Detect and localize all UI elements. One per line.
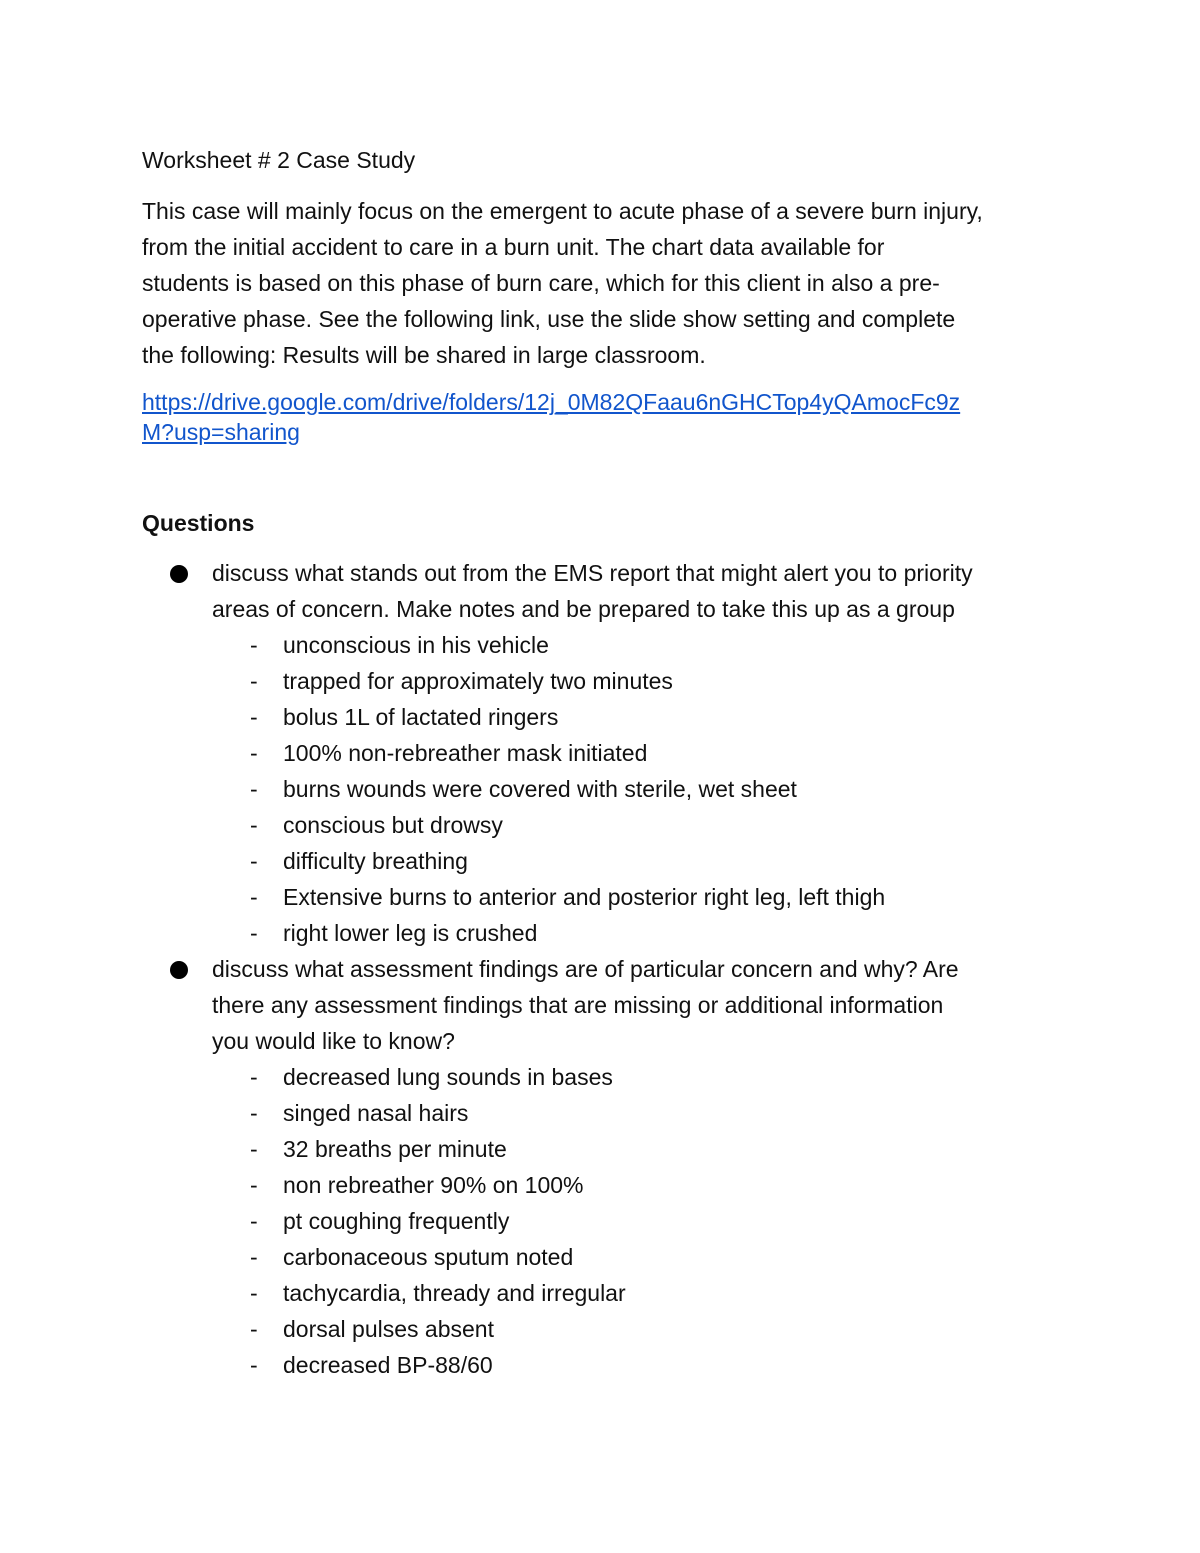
dash-icon: -: [250, 704, 258, 730]
answer-text: singed nasal hairs: [283, 1100, 469, 1126]
dash-icon: -: [250, 1316, 258, 1342]
questions-list: [142, 555, 1062, 1383]
answer-text: Extensive burns to anterior and posterior right leg, left thigh: [283, 884, 886, 910]
question-item: [142, 555, 1062, 951]
dash-icon: -: [250, 884, 258, 910]
question-text-line: you would like to know?: [212, 1028, 455, 1054]
dash-icon: -: [250, 1352, 258, 1378]
question-text-line: there any assessment findings that are missing or additional information: [212, 992, 944, 1018]
dash-icon: -: [250, 1208, 258, 1234]
answer-item: [212, 627, 1062, 663]
drive-link-line[interactable]: https://drive.google.com/drive/folders/12j_0M82QFaau6nGHCTop4yQAmocFc9z: [142, 389, 961, 415]
answer-text: 100% non-rebreather mask initiated: [283, 740, 648, 766]
question-text-line: areas of concern. Make notes and be prepared to take this up as a group: [212, 596, 955, 622]
bullet-icon: [170, 565, 188, 583]
document-content: [142, 142, 1062, 1383]
question-text-line: discuss what stands out from the EMS report that might alert you to priority: [212, 560, 973, 586]
answer-item: [212, 1131, 1062, 1167]
question-text-line: discuss what assessment findings are of particular concern and why? Are: [212, 956, 959, 982]
dash-icon: -: [250, 1280, 258, 1306]
intro-line: from the initial accident to care in a burn unit. The chart data available for: [142, 234, 885, 260]
answer-text: carbonaceous sputum noted: [283, 1244, 574, 1270]
answer-text: pt coughing frequently: [283, 1208, 510, 1234]
bullet-icon: [170, 961, 188, 979]
drive-link[interactable]: [142, 387, 1062, 447]
drive-link-line[interactable]: M?usp=sharing: [142, 419, 300, 445]
dash-icon: -: [250, 1064, 258, 1090]
answer-text: tachycardia, thready and irregular: [283, 1280, 626, 1306]
answer-text: trapped for approximately two minutes: [283, 668, 673, 694]
dash-icon: -: [250, 1136, 258, 1162]
questions-heading: Questions: [142, 510, 255, 536]
answer-item: [212, 771, 1062, 807]
answer-list: [212, 1059, 1062, 1383]
answer-item: [212, 915, 1062, 951]
answer-item: [212, 807, 1062, 843]
answer-item: [212, 1347, 1062, 1383]
dash-icon: -: [250, 740, 258, 766]
dash-icon: -: [250, 1244, 258, 1270]
dash-icon: -: [250, 1100, 258, 1126]
intro-line: students is based on this phase of burn care, which for this client in also a pre-: [142, 270, 940, 296]
dash-icon: -: [250, 812, 258, 838]
answer-item: [212, 1203, 1062, 1239]
dash-icon: -: [250, 668, 258, 694]
dash-icon: -: [250, 920, 258, 946]
answer-item: [212, 1311, 1062, 1347]
answer-text: conscious but drowsy: [283, 812, 503, 838]
answer-item: [212, 735, 1062, 771]
answer-text: unconscious in his vehicle: [283, 632, 549, 658]
dash-icon: -: [250, 848, 258, 874]
answer-text: decreased lung sounds in bases: [283, 1064, 613, 1090]
dash-icon: -: [250, 632, 258, 658]
dash-icon: -: [250, 1172, 258, 1198]
answer-item: [212, 663, 1062, 699]
dash-icon: -: [250, 776, 258, 802]
answer-text: 32 breaths per minute: [283, 1136, 507, 1162]
intro-line: This case will mainly focus on the emergent to acute phase of a severe burn injury,: [142, 198, 983, 224]
answer-item: [212, 1095, 1062, 1131]
intro-line: operative phase. See the following link, use the slide show setting and complete: [142, 306, 956, 332]
answer-item: [212, 1275, 1062, 1311]
answer-text: dorsal pulses absent: [283, 1316, 494, 1342]
answer-item: [212, 699, 1062, 735]
answer-text: non rebreather 90% on 100%: [283, 1172, 584, 1198]
intro-line: the following: Results will be shared in large classroom.: [142, 342, 706, 368]
answer-item: [212, 1239, 1062, 1275]
answer-item: [212, 1059, 1062, 1095]
answer-text: right lower leg is crushed: [283, 920, 538, 946]
answer-item: [212, 879, 1062, 915]
answer-item: [212, 843, 1062, 879]
answer-text: decreased BP-88/60: [283, 1352, 493, 1378]
intro-paragraph: [142, 193, 1062, 373]
page-title: Worksheet # 2 Case Study: [142, 147, 416, 173]
answer-item: [212, 1167, 1062, 1203]
answer-text: bolus 1L of lactated ringers: [283, 704, 559, 730]
question-item: [142, 951, 1062, 1383]
answer-list: [212, 627, 1062, 951]
answer-text: difficulty breathing: [283, 848, 468, 874]
answer-text: burns wounds were covered with sterile, wet sheet: [283, 776, 797, 802]
